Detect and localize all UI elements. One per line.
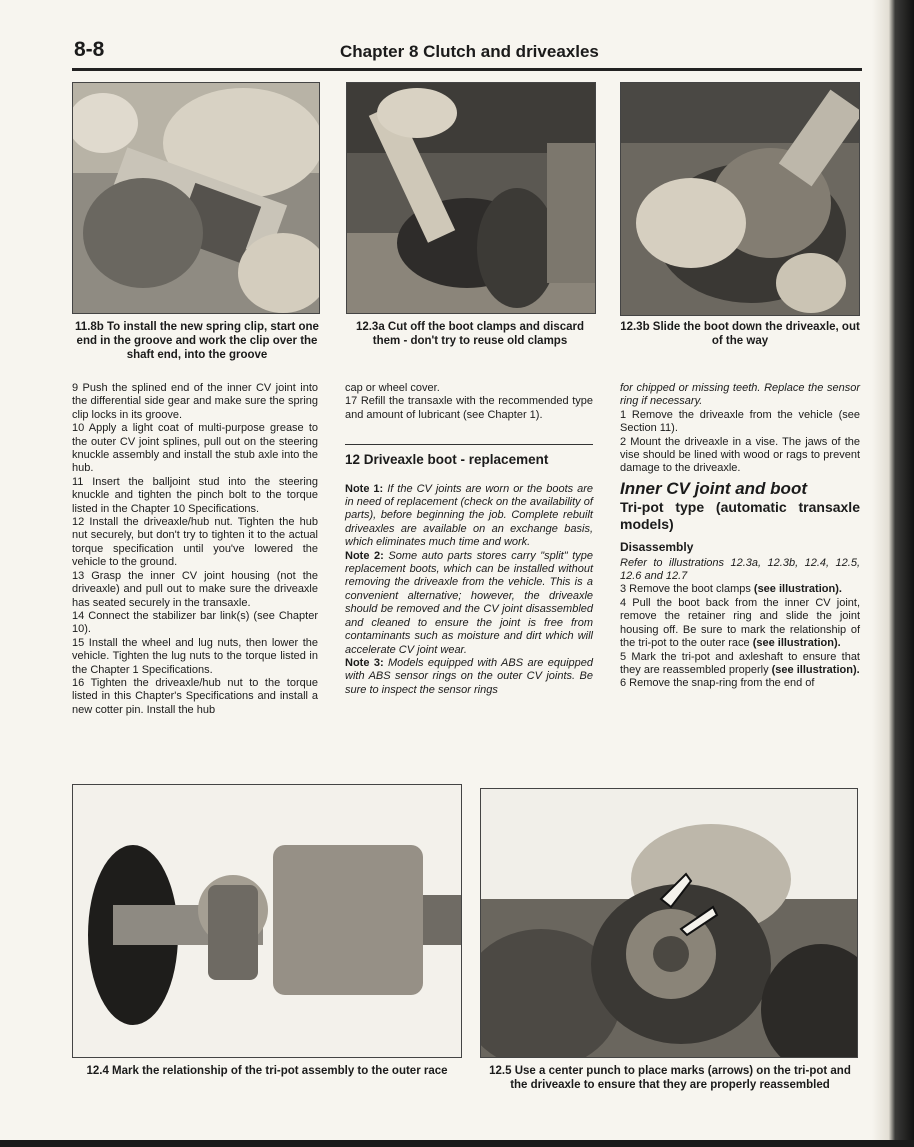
caption-11-8b: 11.8b To install the new spring clip, start one end in the groove and work the clip over the shaft end, into the groove bbox=[75, 321, 319, 361]
step-text: 4 Pull the boot back from the inner CV joint, remove the retainer ring and slide the joint housing off. Be sure to mark the relationship of the tri-pot to the outer race bbox=[620, 596, 860, 650]
text-column-1 bbox=[72, 382, 318, 717]
paragraph: 16 Tighten the driveaxle/hub nut to the torque listed in this Chapter's Specifications and install a new cotter pin. Install the hub bbox=[72, 676, 318, 716]
photo-12-3a-image bbox=[347, 83, 595, 313]
section-heading: 12 Driveaxle boot - replacement bbox=[345, 444, 593, 466]
page-bottom-edge bbox=[0, 1140, 914, 1147]
photo-12-5-image bbox=[481, 789, 857, 1057]
step-text: 5 Mark the tri-pot and axleshaft to ensure that they are reassembled properly bbox=[620, 650, 860, 676]
note-text: Models equipped with ABS are equipped with ABS sensor rings on the outer CV joints. Be sure to inspect the sensor rings bbox=[345, 656, 594, 696]
chapter-title: Chapter 8 Clutch and driveaxles bbox=[340, 42, 599, 61]
note-1 bbox=[345, 483, 593, 550]
paragraph bbox=[620, 583, 860, 596]
paragraph: 9 Push the splined end of the inner CV joint into the differential side gear and make sure the spring clip locks in its groove. bbox=[72, 382, 318, 421]
illustration-ref: (see illustration). bbox=[753, 583, 842, 596]
photo-12-3b-image bbox=[621, 83, 859, 315]
paragraph: 13 Grasp the inner CV joint housing (not the driveaxle) and pull out to make sure the driveaxle has seated securely in the transaxle. bbox=[72, 569, 318, 609]
step-text: 3 Remove the boot clamps bbox=[620, 583, 754, 596]
photo-12-3a bbox=[346, 82, 596, 314]
note-label: Note 3: bbox=[345, 656, 384, 669]
paragraph: 14 Connect the stabilizer bar link(s) (see Chapter 10). bbox=[72, 609, 318, 636]
page-number: 8-8 bbox=[74, 38, 105, 61]
photo-12-5 bbox=[480, 788, 858, 1058]
paragraph: 11 Insert the balljoint stud into the steering knuckle and tighten the pinch bolt to the torque listed in the Chapter 10 Specifications. bbox=[72, 475, 318, 515]
refer-illustrations: Refer to illustrations 12.3a, 12.3b, 12.4, 12.5, 12.6 and 12.7 bbox=[620, 556, 860, 583]
paragraph: 17 Refill the transaxle with the recommended type and amount of lubricant (see Chapter 1). bbox=[345, 395, 593, 421]
header-rule bbox=[72, 68, 862, 71]
photo-12-4-image bbox=[73, 785, 461, 1057]
paragraph: 15 Install the wheel and lug nuts, then lower the vehicle. Tighten the lug nuts to the torque listed in the Chapter 1 Specifications. bbox=[72, 636, 318, 676]
paragraph: 10 Apply a light coat of multi-purpose grease to the outer CV joint splines, pull out on the steering knuckle assembly and install the stub axle into the hub. bbox=[72, 422, 318, 475]
subheading-inner-cv-joint: Inner CV joint and boot bbox=[620, 478, 807, 498]
note-label: Note 1: bbox=[345, 482, 384, 495]
photo-11-8b-image bbox=[73, 83, 319, 313]
note-text: If the CV joints are worn or the boots are in need of replacement (check on the availability of parts), before beginning the job. Complete rebuilt driveaxles are available on an exchange basis, which eliminates much time and work. bbox=[345, 482, 594, 549]
caption-12-3b: 12.3b Slide the boot down the driveaxle, out of the way bbox=[620, 321, 860, 347]
note-3 bbox=[345, 657, 593, 697]
page-binding-edge bbox=[872, 0, 914, 1147]
caption-12-3a: 12.3a Cut off the boot clamps and discard them - don't try to reuse old clamps bbox=[355, 321, 585, 347]
photo-12-3b bbox=[620, 82, 860, 316]
paragraph: cap or wheel cover. bbox=[345, 382, 440, 394]
paragraph: 6 Remove the snap-ring from the end of bbox=[620, 677, 815, 690]
note-2 bbox=[345, 550, 593, 657]
note-label: Note 2: bbox=[345, 549, 384, 562]
photo-12-4 bbox=[72, 784, 462, 1058]
subheading-disassembly: Disassembly bbox=[620, 540, 694, 555]
text-column-2 bbox=[345, 382, 593, 697]
paragraph bbox=[620, 597, 860, 651]
paragraph bbox=[620, 651, 860, 678]
paragraph: 2 Mount the driveaxle in a vise. The jaws of the vise should be lined with wood or rags to prevent damage to the driveaxle. bbox=[620, 435, 860, 475]
paragraph: 12 Install the driveaxle/hub nut. Tighten the hub nut securely, but don't try to tighten it to the actual torque specification until you've lowered the vehicle to the ground. bbox=[72, 516, 318, 569]
paragraph: for chipped or missing teeth. Replace the sensor ring if necessary. bbox=[620, 382, 860, 408]
text-column-3 bbox=[620, 382, 860, 691]
subheading-tri-pot: Tri-pot type (automatic transaxle models) bbox=[620, 499, 860, 533]
illustration-ref: (see illustration). bbox=[771, 663, 860, 676]
caption-12-5: 12.5 Use a center punch to place marks (arrows) on the tri-pot and the driveaxle to ensure that they are properly reassembled bbox=[489, 1065, 851, 1091]
caption-12-4: 12.4 Mark the relationship of the tri-pot assembly to the outer race bbox=[86, 1065, 448, 1077]
illustration-ref: (see illustration). bbox=[752, 637, 841, 650]
photo-11-8b bbox=[72, 82, 320, 314]
note-text: Some auto parts stores carry "split" type replacement boots, which can be installed without removing the driveaxle from the vehicle. This is a convenient alternative; however, the driveaxle should be removed and the CV joint disassembled and cleaned to ensure the joint is free from contaminants such as moisture and dirt which will accelerate CV joint wear. bbox=[345, 549, 594, 656]
paragraph: 1 Remove the driveaxle from the vehicle (see Section 11). bbox=[620, 408, 860, 435]
